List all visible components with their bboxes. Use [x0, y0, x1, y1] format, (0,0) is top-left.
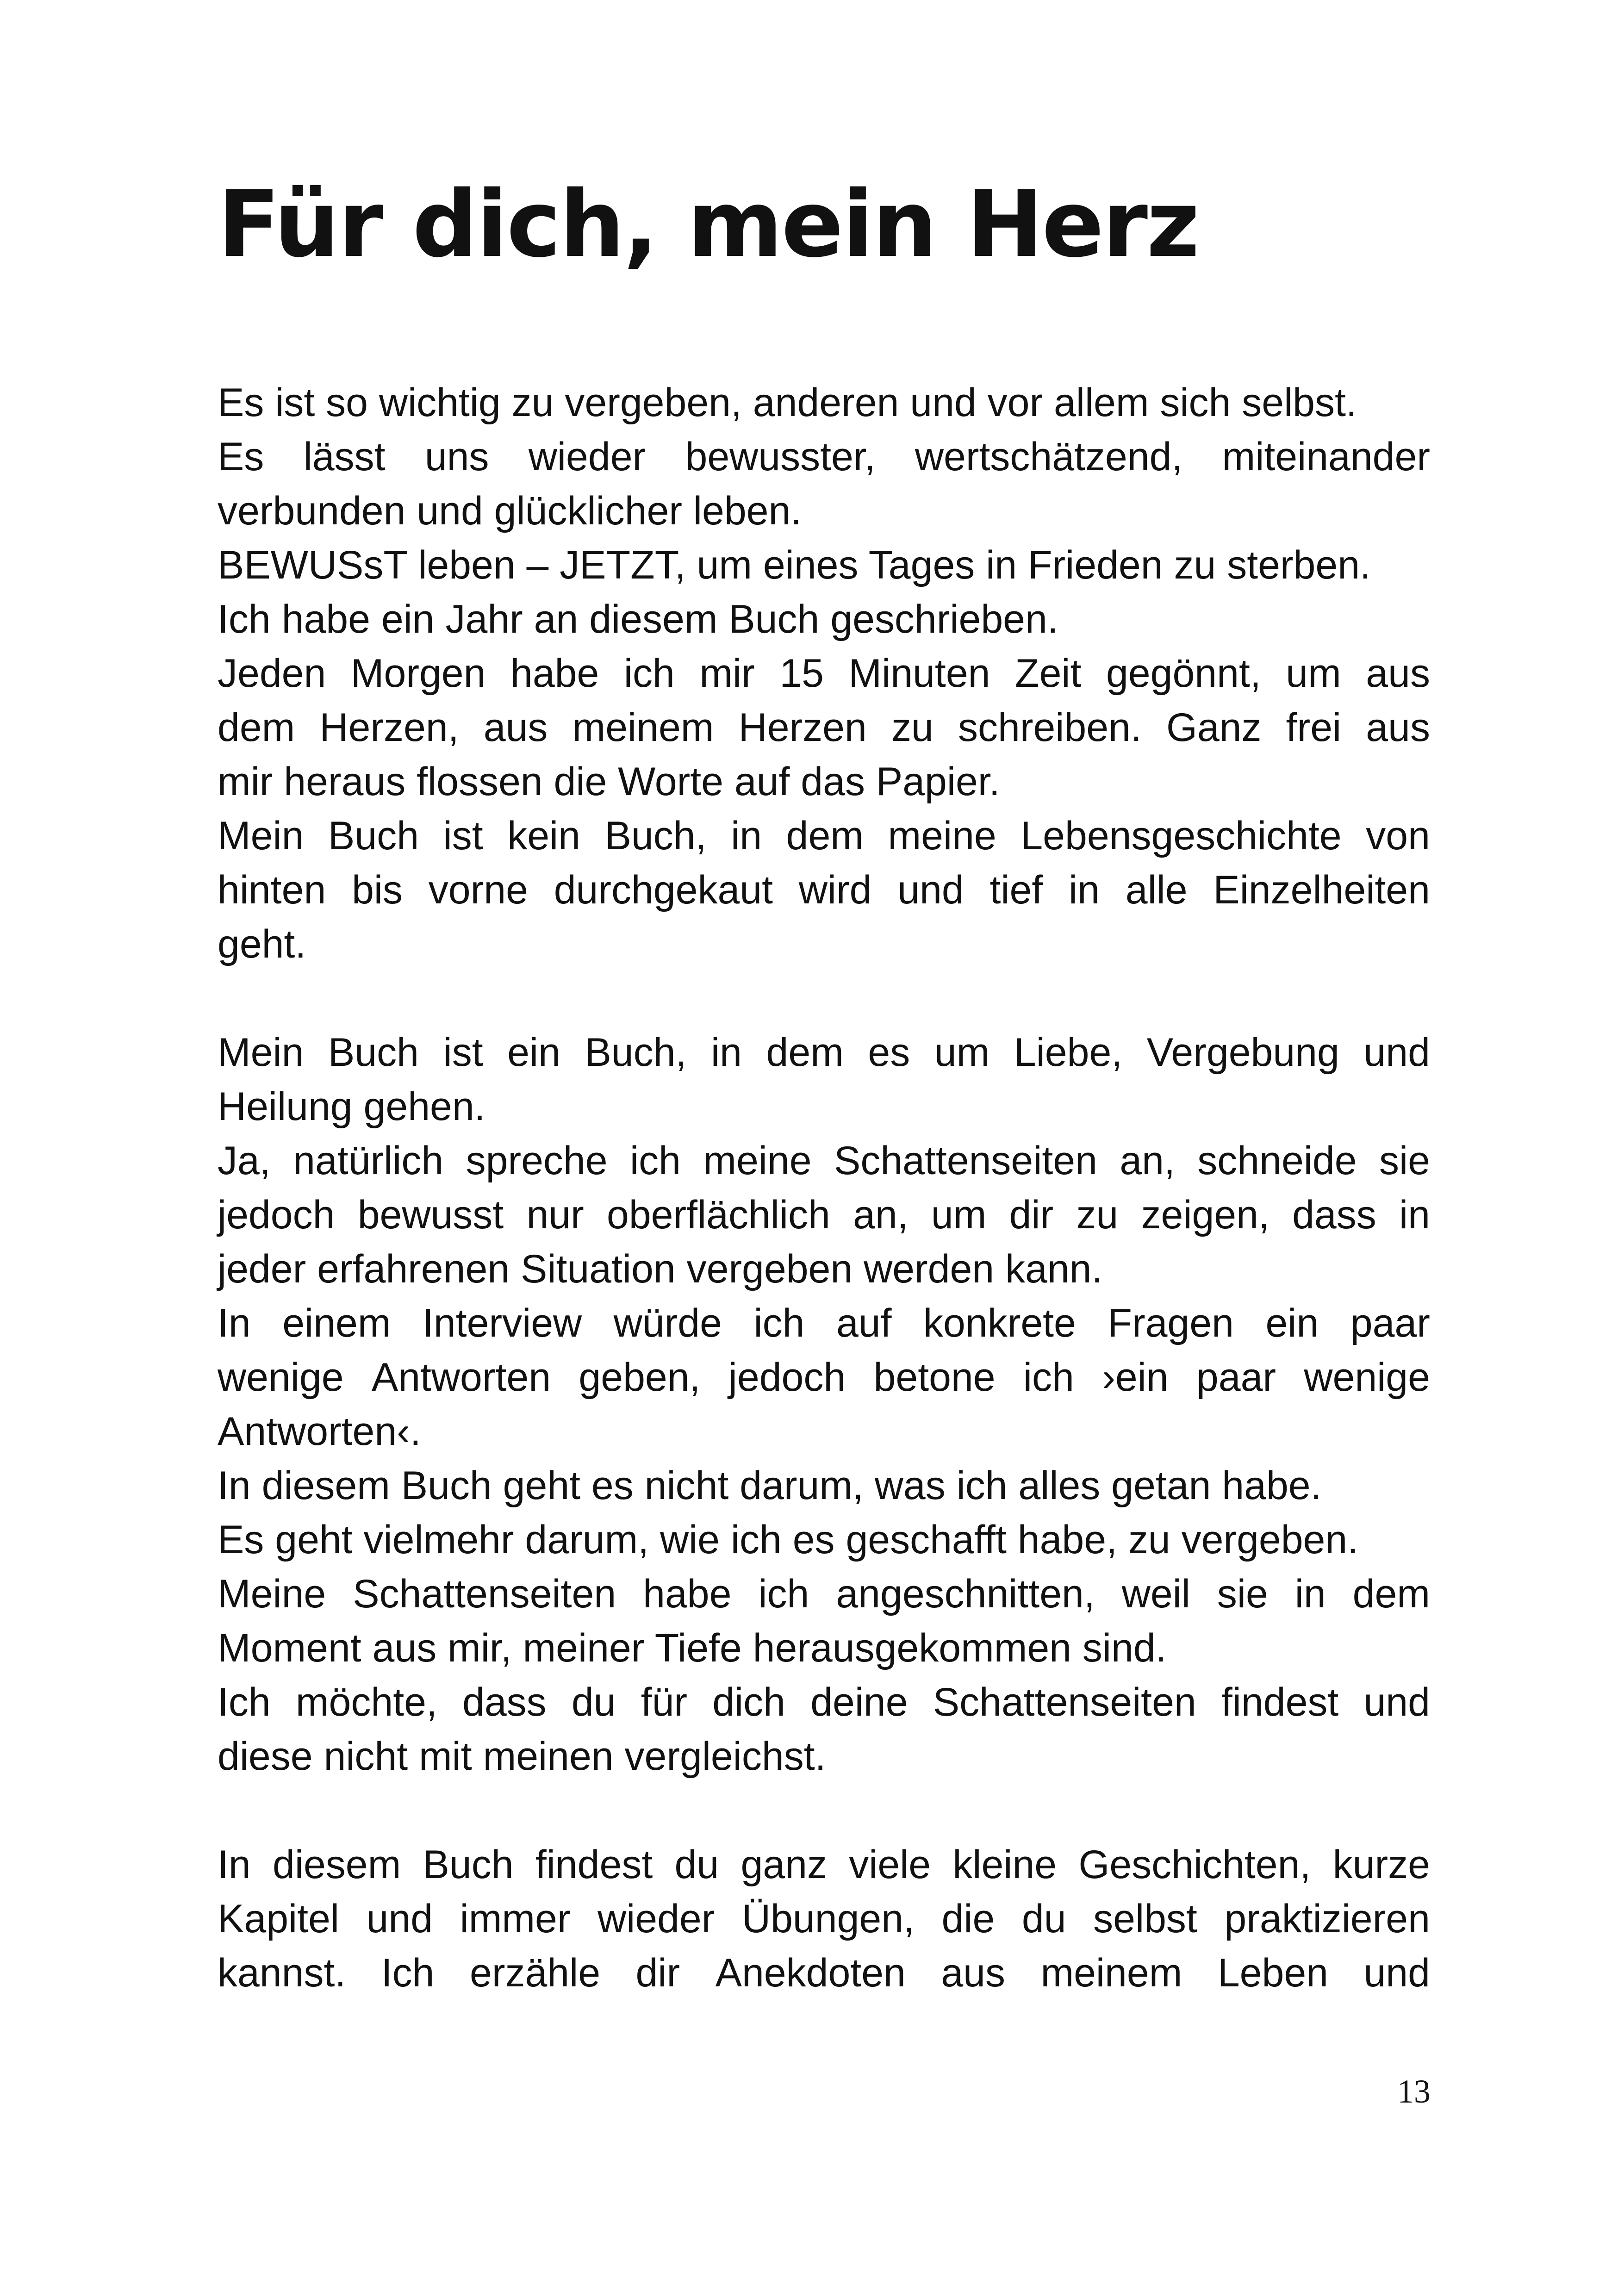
text-line: In diesem Buch geht es nicht darum, was ich alles getan habe.: [218, 1463, 1322, 1508]
text-line: hinten bis vorne durchgekaut wird und tief in alle Einzelheiten: [218, 868, 1430, 912]
chapter-body: [218, 376, 1430, 2054]
text-line: BEWUSsT leben – JETZT, um eines Tages in Frieden zu sterben.: [218, 543, 1371, 587]
chapter-title: Für dich, mein Herz: [218, 171, 1199, 278]
text-line: Ich habe ein Jahr an diesem Buch geschrieben.: [218, 597, 1058, 641]
page-number: 13: [1397, 2073, 1431, 2110]
paragraph: [218, 1026, 1430, 1784]
text-line: Moment aus mir, meiner Tiefe herausgekommen sind.: [218, 1626, 1167, 1670]
text-line: Jeden Morgen habe ich mir 15 Minuten Zeit gegönnt, um aus: [218, 651, 1430, 696]
text-line: Ich möchte, dass du für dich deine Schattenseiten findest und: [218, 1680, 1430, 1724]
text-line: wenige Antworten geben, jedoch betone ich ›ein paar wenige: [218, 1355, 1430, 1400]
text-line: Mein Buch ist kein Buch, in dem meine Lebensgeschichte von: [218, 814, 1430, 858]
text-line: Antworten‹.: [218, 1409, 421, 1454]
text-line: verbunden und glücklicher leben.: [218, 489, 802, 533]
text-line: Es geht vielmehr darum, wie ich es geschafft habe, zu vergeben.: [218, 1518, 1359, 1562]
text-line: In einem Interview würde ich auf konkrete Fragen ein paar: [218, 1301, 1430, 1345]
text-line: jedoch bewusst nur oberflächlich an, um dir zu zeigen, dass in: [218, 1193, 1430, 1237]
text-line: geht.: [218, 922, 306, 966]
paragraph: [218, 376, 1430, 971]
text-line: Kapitel und immer wieder Übungen, die du selbst praktizieren: [218, 1897, 1430, 1941]
text-line: kannst. Ich erzähle dir Anekdoten aus meinem Leben und: [218, 1951, 1430, 1995]
text-line: Es ist so wichtig zu vergeben, anderen und vor allem sich selbst.: [218, 380, 1357, 425]
paragraph: [218, 1838, 1430, 2000]
text-line: dem Herzen, aus meinem Herzen zu schreiben. Ganz frei aus: [218, 705, 1430, 750]
text-line: Es lässt uns wieder bewusster, wertschätzend, miteinander: [218, 435, 1430, 479]
text-line: Ja, natürlich spreche ich meine Schattenseiten an, schneide sie: [218, 1139, 1430, 1183]
text-line: Mein Buch ist ein Buch, in dem es um Liebe, Vergebung und: [218, 1030, 1430, 1075]
text-line: Heilung gehen.: [218, 1084, 485, 1129]
text-line: jeder erfahrenen Situation vergeben werden kann.: [218, 1247, 1103, 1291]
text-line: In diesem Buch findest du ganz viele kleine Geschichten, kurze: [218, 1842, 1430, 1887]
text-line: diese nicht mit meinen vergleichst.: [218, 1734, 826, 1779]
text-line: mir heraus flossen die Worte auf das Papier.: [218, 759, 1000, 804]
text-line: Meine Schattenseiten habe ich angeschnitten, weil sie in dem: [218, 1572, 1430, 1616]
